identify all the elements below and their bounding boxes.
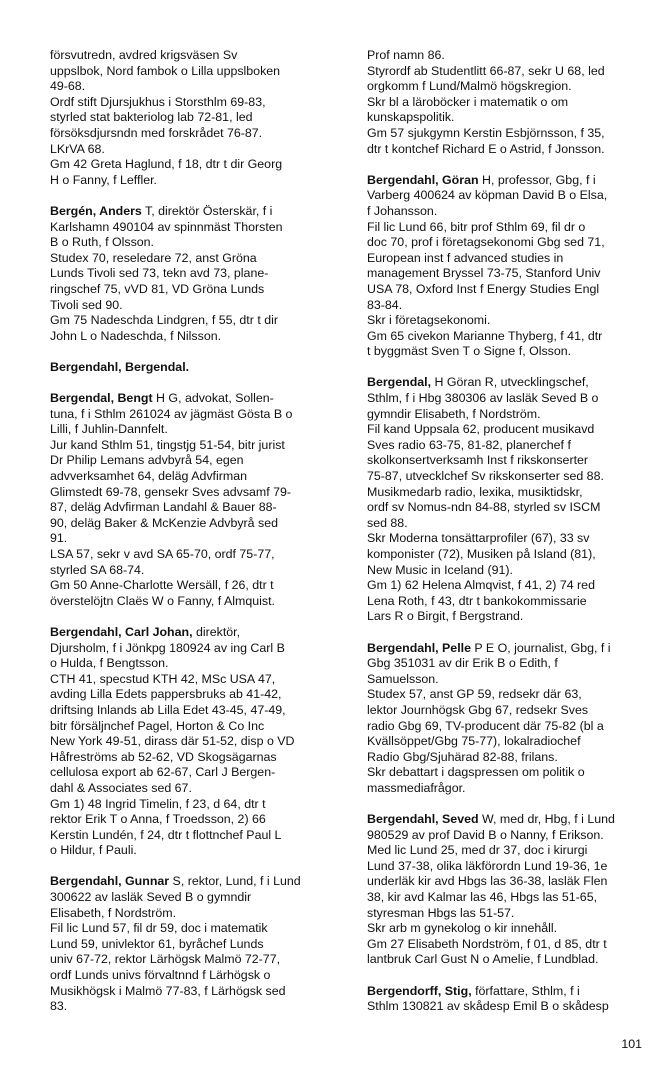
text-line: Ordf stift Djursjukhus i Storsthlm 69-83, <box>50 94 266 109</box>
text-line: radio Gbg 69, TV-producent där 75-82 (bl a <box>367 718 604 733</box>
text-line: styrled stat bakteriolog lab 72-81, led <box>50 110 253 125</box>
text-line: Gm 42 Greta Haglund, f 18, dtr t dir Georg <box>50 157 283 172</box>
text-line: Elisabeth, f Nordström. <box>50 905 177 920</box>
entry-bergendahl-pelle <box>367 641 665 797</box>
entry-bergendahl-gunnar <box>50 874 348 1014</box>
text-line: Med lic Lund 25, med dr 37, doc i kirurgi <box>367 843 588 858</box>
entry-text: H, professor, Gbg, f i <box>478 172 596 187</box>
text-line: Skr arb m gynekolog o kir innehåll. <box>367 921 558 936</box>
entry-continued <box>367 48 665 157</box>
entry-text: H Göran R, utvecklingschef, <box>431 375 589 390</box>
text-line: ordf Lunds univs förvaltnnd f Lärhögsk o <box>50 968 271 983</box>
text-line: Lund 59, univlektor 61, byråchef Lunds <box>50 936 264 951</box>
entry-text: P E O, journalist, Gbg, f i <box>470 640 611 655</box>
text-line: Djursholm, f i Jönkpg 180924 av ing Carl B <box>50 640 285 655</box>
text-line: Gm 57 sjukgymn Kerstin Esbjörnsson, f 35, <box>367 125 605 140</box>
entry-text: författare, Sthlm, f i <box>471 983 580 998</box>
text-line: Skr bl a läroböcker i matematik o om <box>367 94 569 109</box>
text-line: uppslbok, Nord fambok o Lilla uppslboken <box>50 63 281 78</box>
entry-name: Bergendahl, Göran <box>367 172 479 187</box>
entry-name: Bergén, Anders <box>50 203 142 218</box>
text-line: orgkomm f Lund/Malmö högskregion. <box>367 79 572 94</box>
entry-bergendorff-stig <box>367 984 665 1015</box>
entry-bergendahl-seved <box>367 812 665 968</box>
text-line: LSA 57, sekr v avd SA 65-70, ordf 75-77, <box>50 547 275 561</box>
entry-bergendal-h-goran <box>367 375 665 625</box>
text-line: lantbruk Carl Gust N o Amelie, f Lundblad. <box>367 952 599 967</box>
text-line: Kerstin Lundén, f 24, dtr t flottnchef Paul L <box>50 827 282 842</box>
text-line: Fil lic Lund 57, fil dr 59, doc i matematik <box>50 921 268 936</box>
text-line: 83. <box>50 999 68 1014</box>
text-line: 49-68. <box>50 79 86 94</box>
text-line: Karlshamn 490104 av spinnmäst Thorsten <box>50 219 283 234</box>
entry-bergendal-bengt <box>50 391 348 609</box>
text-line: Prof namn 86. <box>367 48 445 62</box>
entry-bergen-anders <box>50 204 348 344</box>
text-line: Jur kand Sthlm 51, tingstjg 51-54, bitr jurist <box>50 437 285 452</box>
text-line <box>50 874 348 890</box>
text-line: o Hildur, f Pauli. <box>50 843 137 858</box>
text-line: Glimstedt 69-78, gensekr Sves advsamf 79- <box>50 484 292 499</box>
text-line: 83-84. <box>367 297 403 312</box>
text-line: Kvällsöppet/Gbg 75-77), lokalradiochef <box>367 734 581 749</box>
text-line: rektor Erik T o Anna, f Troedsson, 2) 66 <box>50 812 266 827</box>
text-line: Samuelsson. <box>367 671 439 686</box>
text-line: Sthlm, f i Hbg 380306 av lasläk Seved B o <box>367 391 599 406</box>
text-line: Sthlm 130821 av skådesp Emil B o skådesp <box>367 999 609 1014</box>
text-line: European inst f advanced studies in <box>367 250 564 265</box>
text-line: försöksdjursndn med forskrådet 76-87. <box>50 125 263 140</box>
text-line: Gbg 351031 av dir Erik B o Edith, f <box>367 656 558 671</box>
text-line: gymndir Elisabeth, f Nordström. <box>367 406 541 421</box>
text-line <box>367 984 665 1000</box>
text-line: Studex 57, anst GP 59, redsekr där 63, <box>367 687 582 702</box>
text-line: skolkonsertverksamh Inst f rikskonserter <box>367 453 589 468</box>
entry-text: H G, advokat, Sollen- <box>152 391 274 406</box>
entry-text: W, med dr, Hbg, f i Lund <box>478 812 615 827</box>
entry-name: Bergendahl, Carl Johan, <box>50 624 193 639</box>
entry-continued <box>50 48 348 188</box>
text-line: Lund 37-38, olika läkförordn Lund 19-36, 1e <box>367 858 608 873</box>
text-line: Studex 70, reseledare 72, anst Gröna <box>50 250 257 265</box>
text-line: Musikmedarb radio, lexika, musiktidskr, <box>367 484 583 499</box>
text-line: univ 67-72, rektor Lärhögsk Malmö 72-77, <box>50 952 281 967</box>
text-line: Gm 50 Anne-Charlotte Wersäll, f 26, dtr t <box>50 578 274 593</box>
text-line: Gm 75 Nadeschda Lindgren, f 55, dtr t dir <box>50 313 278 328</box>
text-line <box>367 812 665 828</box>
text-line: Fil kand Uppsala 62, producent musikavd <box>367 422 595 437</box>
text-line: 87, deläg Advfirman Landahl & Bauer 88- <box>50 500 277 515</box>
text-line: CTH 41, specstud KTH 42, MSc USA 47, <box>50 671 276 686</box>
text-line: t byggmäst Sven T o Signe f, Olsson. <box>367 344 572 359</box>
right-column <box>367 48 665 1030</box>
text-line: Skr debattart i dagspressen om politik o <box>367 765 585 780</box>
entry-name: Bergendahl, Pelle <box>367 640 471 655</box>
text-line: försvutredn, avdred krigsväsen Sv <box>50 48 238 62</box>
text-line: styresman Hbgs las 51-57. <box>367 905 515 920</box>
text-line: Tivoli sed 90. <box>50 297 123 312</box>
text-line <box>50 625 348 641</box>
text-line: lektor Journhögsk Gbg 67, redsekr Sves <box>367 702 589 717</box>
text-line: Lunds Tivoli sed 73, tekn avd 73, plane- <box>50 266 269 281</box>
left-column <box>50 48 348 1030</box>
text-line: Lars R o Birgit, f Bergstrand. <box>367 609 524 624</box>
text-line: bitr försäljnchef Pagel, Horton & Co Inc <box>50 718 265 733</box>
entry-name: Bergendahl, Seved <box>367 812 479 827</box>
entry-name: Bergendorff, Stig, <box>367 983 472 998</box>
text-line: New Music in Iceland (91). <box>367 562 513 577</box>
text-line: överstelöjtn Claës W o Fanny, f Almquist. <box>50 593 275 608</box>
text-line: avding Lilla Edets pappersbruks ab 41-42, <box>50 687 282 702</box>
text-line: Håfreströms ab 52-62, VD Skogsägarnas <box>50 749 277 764</box>
text-line <box>367 173 665 189</box>
text-line: John L o Nadeschda, f Nilsson. <box>50 328 222 343</box>
text-line: 980529 av prof David B o Nanny, f Erikson. <box>367 827 604 842</box>
text-line: 91. <box>50 531 68 546</box>
text-line: 90, deläg Baker & McKenzie Advbyrå sed <box>50 515 278 530</box>
text-line: Styrordf ab Studentlitt 66-87, sekr U 68, led <box>367 63 605 78</box>
text-line <box>367 641 665 657</box>
text-line: Gm 27 Elisabeth Nordström, f 01, d 85, dtr t <box>367 936 607 951</box>
text-line: H o Fanny, f Leffler. <box>50 172 157 187</box>
text-line: ringschef 75, vVD 81, VD Gröna Lunds <box>50 281 265 296</box>
text-line <box>367 375 665 391</box>
text-line: Gm 1) 48 Ingrid Timelin, f 23, d 64, dtr t <box>50 796 266 811</box>
text-line: styrled SA 68-74. <box>50 562 145 577</box>
text-line: 300622 av lasläk Seved B o gymndir <box>50 890 252 905</box>
text-line: Skr Moderna tonsättarprofiler (67), 33 sv <box>367 531 590 546</box>
text-line: dahl & Associates sed 67. <box>50 780 192 795</box>
page-number: 101 <box>621 1037 642 1051</box>
entry-text: T, direktör Österskär, f i <box>141 203 273 218</box>
text-line: New York 49-51, dirass där 51-52, disp o VD <box>50 734 295 749</box>
entry-name: Bergendal, Bengt <box>50 391 153 406</box>
text-line: underläk kir avd Hbgs las 36-38, lasläk Flen <box>367 874 608 889</box>
entry-name: Bergendal, <box>367 375 432 390</box>
text-line: doc 70, prof i företagsekonomi Gbg sed 71, <box>367 235 605 250</box>
text-line: kunskapspolitik. <box>367 110 455 125</box>
text-line: 75-87, utvecklchef Sv rikskonserter sed 88. <box>367 469 604 484</box>
text-line: Radio Gbg/Sjuhärad 82-88, frilans. <box>367 749 558 764</box>
text-line: Musikhögsk i Malmö 77-83, f Lärhögsk sed <box>50 983 286 998</box>
text-line: Lena Roth, f 43, dtr t bankokommissarie <box>367 593 587 608</box>
text-line: Gm 65 civekon Marianne Thyberg, f 41, dtr <box>367 328 603 343</box>
text-line: USA 78, Oxford Inst f Energy Studies Engl <box>367 281 600 296</box>
entry-name: Bergendahl, Gunnar <box>50 874 170 889</box>
text-line: B o Ruth, f Olsson. <box>50 235 154 250</box>
entry-text: direktör, <box>192 624 241 639</box>
text-line: Fil lic Lund 66, bitr prof Sthlm 69, fil dr o <box>367 219 586 234</box>
entry-text: S, rektor, Lund, f i Lund <box>169 874 301 889</box>
text-line: advverksamhet 64, deläg Advfirman <box>50 469 247 484</box>
text-line: 38, kir avd Kalmar las 46, Hbgs las 51-65, <box>367 890 598 905</box>
text-line <box>50 391 348 407</box>
text-line <box>50 204 348 220</box>
text-line: dtr t kontchef Richard E o Astrid, f Jonsson. <box>367 141 605 156</box>
text-line: driftsing Inlands ab Lilla Edet 43-45, 47-49, <box>50 702 286 717</box>
text-line: f Johansson. <box>367 203 438 218</box>
text-line: Sves radio 63-75, 81-82, planerchef f <box>367 437 571 452</box>
text-line: cellulosa export ab 62-67, Carl J Bergen- <box>50 765 276 780</box>
text-line: management Bryssel 73-75, Stanford Univ <box>367 266 601 281</box>
text-line: Dr Philip Lemans advbyrå 54, egen <box>50 453 244 468</box>
text-line: o Hulda, f Bengtsson. <box>50 656 169 671</box>
text-line: ordf sv Nomus-ndn 84-88, styrled sv ISCM <box>367 500 601 515</box>
text-line: sed 88. <box>367 515 408 530</box>
see-reference: Bergendahl, Bergendal. <box>50 359 190 374</box>
entry-bergendahl-carl-johan <box>50 625 348 859</box>
text-line: komponister (72), Musiken på Island (81), <box>367 547 596 561</box>
text-line: massmediafrågor. <box>367 780 466 795</box>
text-line: Skr i företagsekonomi. <box>367 313 491 328</box>
text-line: Varberg 400624 av köpman David B o Elsa, <box>367 188 608 203</box>
entry-bergendahl-goran <box>367 173 665 360</box>
text-line: tuna, f i Sthlm 261024 av jägmäst Gösta B o <box>50 406 293 421</box>
text-line: Gm 1) 62 Helena Almqvist, f 41, 2) 74 red <box>367 578 595 593</box>
text-line: Lilli, f Juhlin-Dannfelt. <box>50 422 168 437</box>
text-line: LKrVA 68. <box>50 141 105 156</box>
